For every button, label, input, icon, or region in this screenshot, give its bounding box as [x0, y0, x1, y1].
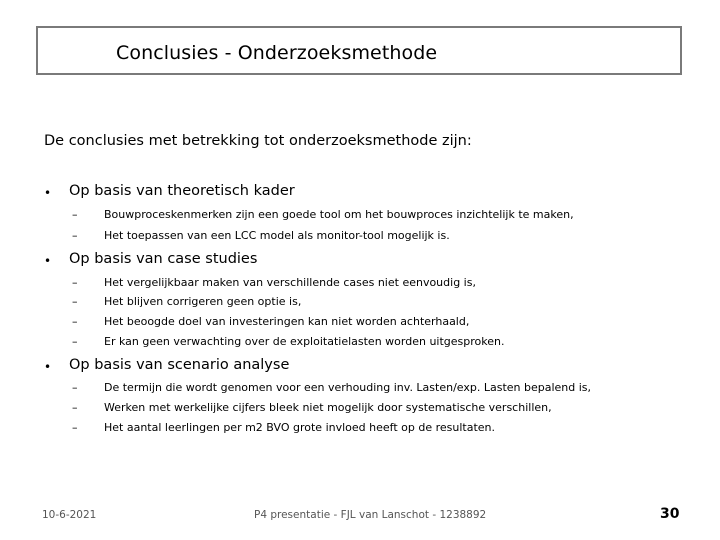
dash: –	[72, 229, 78, 242]
dash: –	[72, 276, 78, 289]
list-item: Het beoogde doel van investeringen kan niet worden achterhaald,	[104, 315, 470, 328]
bullet-3: •	[44, 360, 52, 374]
list-item: Het blijven corrigeren geen optie is,	[104, 295, 302, 308]
list-item: Bouwproceskenmerken zijn een goede tool om het bouwproces inzichtelijk te maken,	[104, 208, 574, 221]
dash: –	[72, 295, 78, 308]
title-box	[36, 26, 682, 75]
dash: –	[72, 335, 78, 348]
dash: –	[72, 208, 78, 221]
section-heading-case-studies: Op basis van case studies	[69, 251, 258, 267]
list-item: Het toepassen van een LCC model als monitor-tool mogelijk is.	[104, 229, 450, 242]
section-heading-scenario-analyse: Op basis van scenario analyse	[69, 357, 290, 373]
page-number: 30	[660, 506, 680, 522]
list-item: Werken met werkelijke cijfers bleek niet mogelijk door systematische verschillen,	[104, 401, 552, 414]
section-heading-theoretisch-kader: Op basis van theoretisch kader	[69, 183, 295, 199]
dash: –	[72, 421, 78, 434]
list-item: Er kan geen verwachting over de exploitatielasten worden uitgesproken.	[104, 335, 505, 348]
bullet-1: •	[44, 186, 52, 200]
dash: –	[72, 381, 78, 394]
slide-title: Conclusies - Onderzoeksmethode	[116, 42, 438, 64]
list-item: De termijn die wordt genomen voor een verhouding inv. Lasten/exp. Lasten bepalend is,	[104, 381, 592, 394]
intro-text: De conclusies met betrekking tot onderzoeksmethode zijn:	[44, 133, 472, 149]
dash: –	[72, 315, 78, 328]
list-item: Het vergelijkbaar maken van verschillende cases niet eenvoudig is,	[104, 276, 476, 289]
footer-author: P4 presentatie - FJL van Lanschot - 1238892	[254, 509, 487, 521]
dash: –	[72, 401, 78, 414]
bullet-2: •	[44, 254, 52, 268]
footer-date: 10-6-2021	[42, 509, 97, 521]
list-item: Het aantal leerlingen per m2 BVO grote invloed heeft op de resultaten.	[104, 421, 495, 434]
